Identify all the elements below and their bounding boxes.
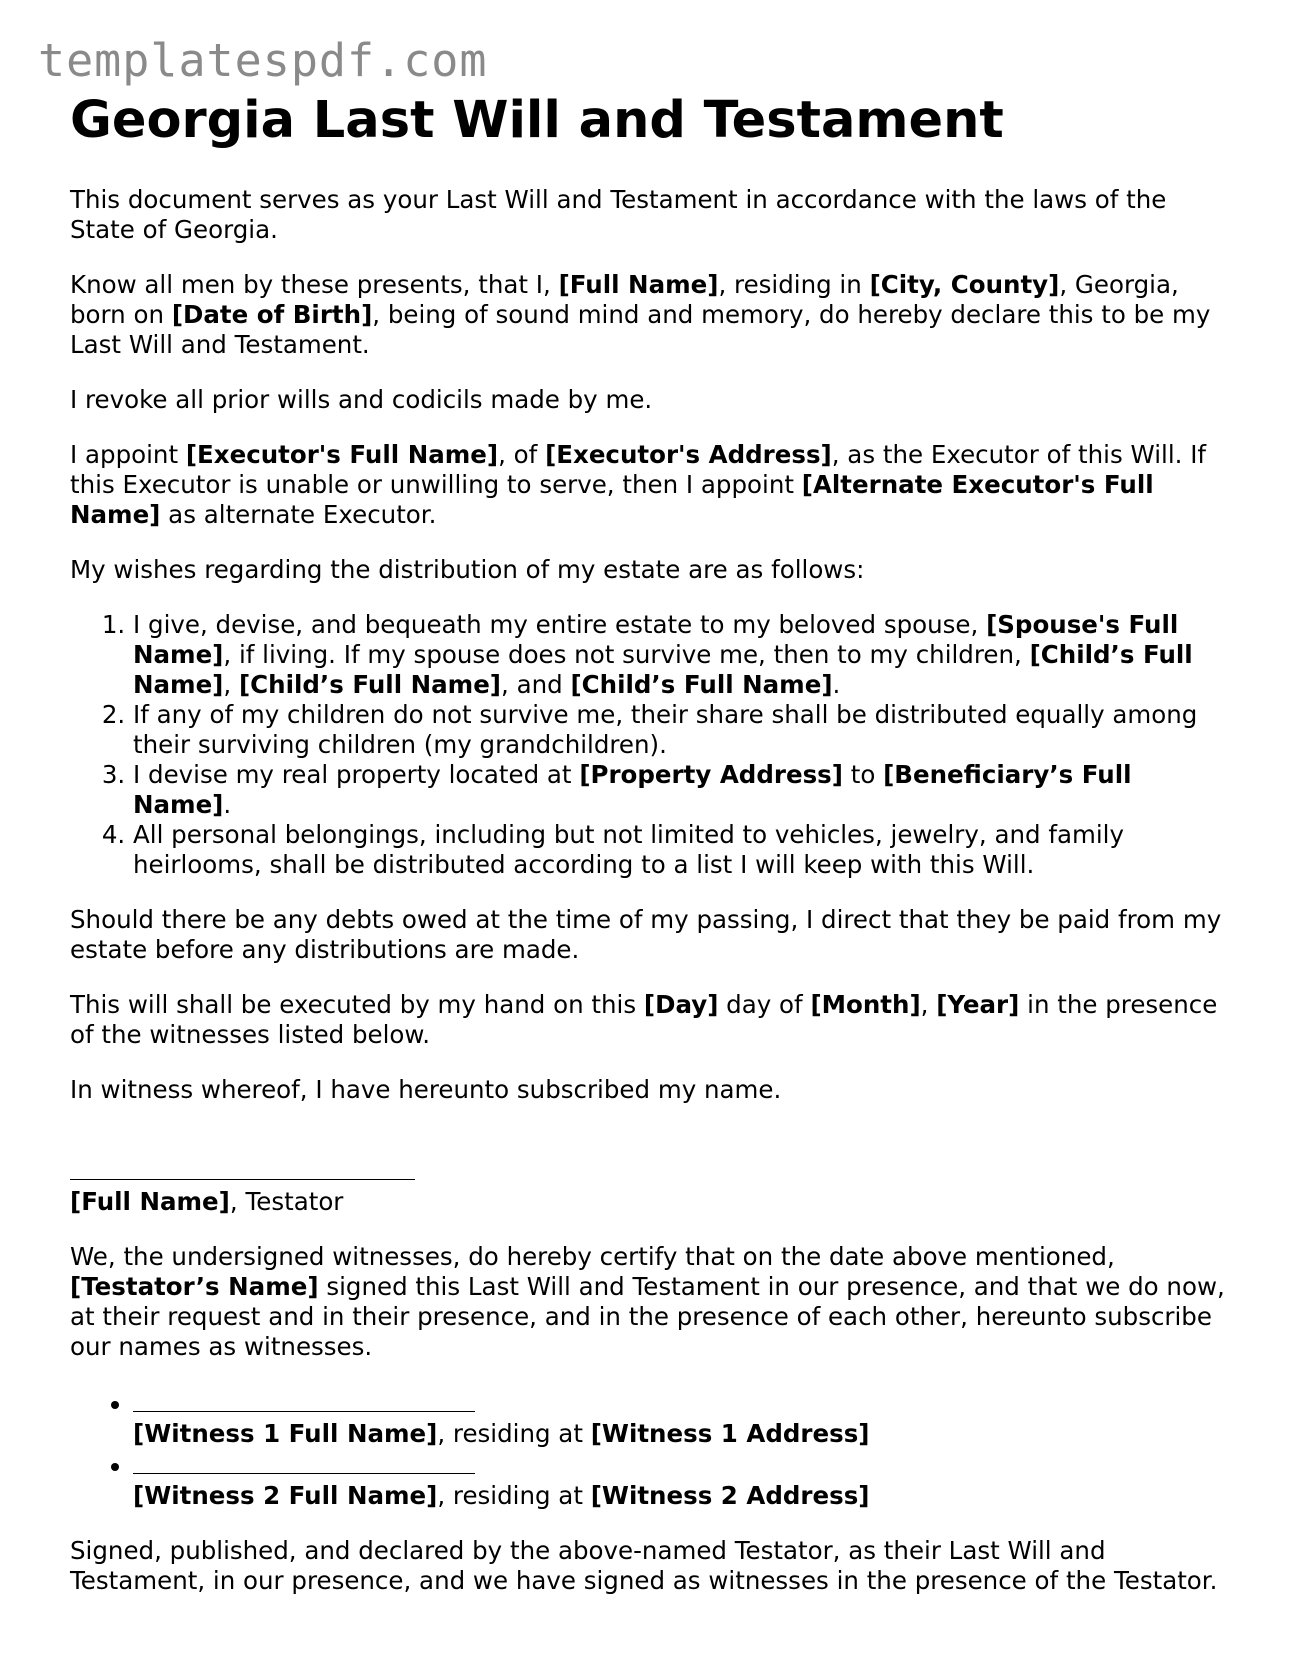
executor-paragraph: I appoint [Executor's Full Name], of [Executor's Address], as the Executor of this Will. If this Executor is unable or unwilling to serve, then I appoint [Alternate Executor's Full Name] as alternate Executor. (70, 440, 1207, 530)
testator-placeholder: [Testator’s Name] (70, 1272, 319, 1302)
day-placeholder: [Day] (643, 990, 719, 1020)
list-item: 2. If any of my children do not survive me, their share shall be distributed equally among their surviving children (my grandchildren). (133, 700, 1230, 760)
witness-address-placeholder: [Witness 2 Address] (590, 1481, 870, 1511)
witness-signature-line (133, 1387, 475, 1412)
child-placeholder: [Child’s Full Name] (238, 670, 502, 700)
testator-signature-line (70, 1179, 415, 1180)
executor-address-placeholder: [Executor's Address] (545, 440, 832, 470)
month-placeholder: [Month] (810, 990, 921, 1020)
testator-signature-block: [Full Name], Testator (70, 1157, 1230, 1217)
execution-paragraph: This will shall be executed by my hand on this [Day] day of [Month], [Year] in the presence of the witnesses listed below. (70, 990, 1218, 1050)
property-placeholder: [Property Address] (579, 760, 843, 790)
intro-paragraph: This document serves as your Last Will and Testament in accordance with the laws of the State of Georgia. (70, 185, 1167, 245)
list-item: 3. I devise my real property located at [Property Address] to [Beneficiary’s Full Name]. (133, 760, 1230, 820)
city-county-placeholder: [City, County] (869, 270, 1060, 300)
certify-paragraph: We, the undersigned witnesses, do hereby certify that on the date above mentioned, [Testator’s Name] signed this Last Will and Testament in our presence, and that we do now, at their request and in their presence, and in the presence of each other, hereunto subscribe our names as witnesses. (70, 1242, 1225, 1362)
executor-name-placeholder: [Executor's Full Name] (185, 440, 499, 470)
beneficiary-placeholder: [Beneficiary’s Full Name] (133, 760, 1132, 820)
list-item: • [Witness 1 Full Name], residing at [Witness 1 Address] (133, 1387, 1230, 1449)
revoke-paragraph: I revoke all prior wills and codicils made by me. (70, 385, 653, 415)
wishes-intro: My wishes regarding the distribution of my estate are as follows: (70, 555, 865, 585)
document-title: Georgia Last Will and Testament (70, 91, 1004, 150)
child-placeholder: [Child’s Full Name] (570, 670, 833, 700)
witness-name-placeholder: [Witness 2 Full Name] (133, 1481, 438, 1511)
in-witness-paragraph: In witness whereof, I have hereunto subscribed my name. (70, 1075, 782, 1105)
dob-placeholder: [Date of Birth] (171, 300, 373, 330)
closing-paragraph: Signed, published, and declared by the above-named Testator, as their Last Will and Testament, in our presence, and we have signed as witnesses in the presence of the Testator. (70, 1536, 1218, 1596)
alternate-executor-placeholder: [Alternate Executor's Full Name] (70, 470, 1154, 530)
list-item: 1. I give, devise, and bequeath my entire estate to my beloved spouse, [Spouse's Full Name], if living. If my spouse does not survive me, then to my children, [Child’s Full Name], [Child’s Full Name], and [Child’s Full Name]. (133, 610, 1230, 700)
document-page (70, 90, 1230, 1621)
witness-signature-line (133, 1449, 475, 1474)
watermark: templatespdf.com (38, 34, 488, 87)
distribution-list (70, 610, 1230, 880)
witness-list (70, 1387, 1230, 1511)
witness-name-placeholder: [Witness 1 Full Name] (133, 1419, 438, 1449)
spouse-placeholder: [Spouse's Full Name] (133, 610, 1179, 670)
debts-paragraph: Should there be any debts owed at the time of my passing, I direct that they be paid from my estate before any distributions are made. (70, 905, 1222, 965)
witness-address-placeholder: [Witness 1 Address] (590, 1419, 870, 1449)
full-name-placeholder: [Full Name] (558, 270, 719, 300)
list-item: • [Witness 2 Full Name], residing at [Witness 2 Address] (133, 1449, 1230, 1511)
child-placeholder: [Child’s Full Name] (133, 640, 1193, 700)
year-placeholder: [Year] (936, 990, 1020, 1020)
declaration-paragraph: Know all men by these presents, that I, [Full Name], residing in [City, County], Georgia, born on [Date of Birth], being of sound mind and memory, do hereby declare this to be my Last Will and Testament. (70, 270, 1211, 360)
testator-name-placeholder: [Full Name] (70, 1187, 230, 1217)
list-item: 4. All personal belongings, including but not limited to vehicles, jewelry, and family heirlooms, shall be distributed according to a list I will keep with this Will. (133, 820, 1230, 880)
